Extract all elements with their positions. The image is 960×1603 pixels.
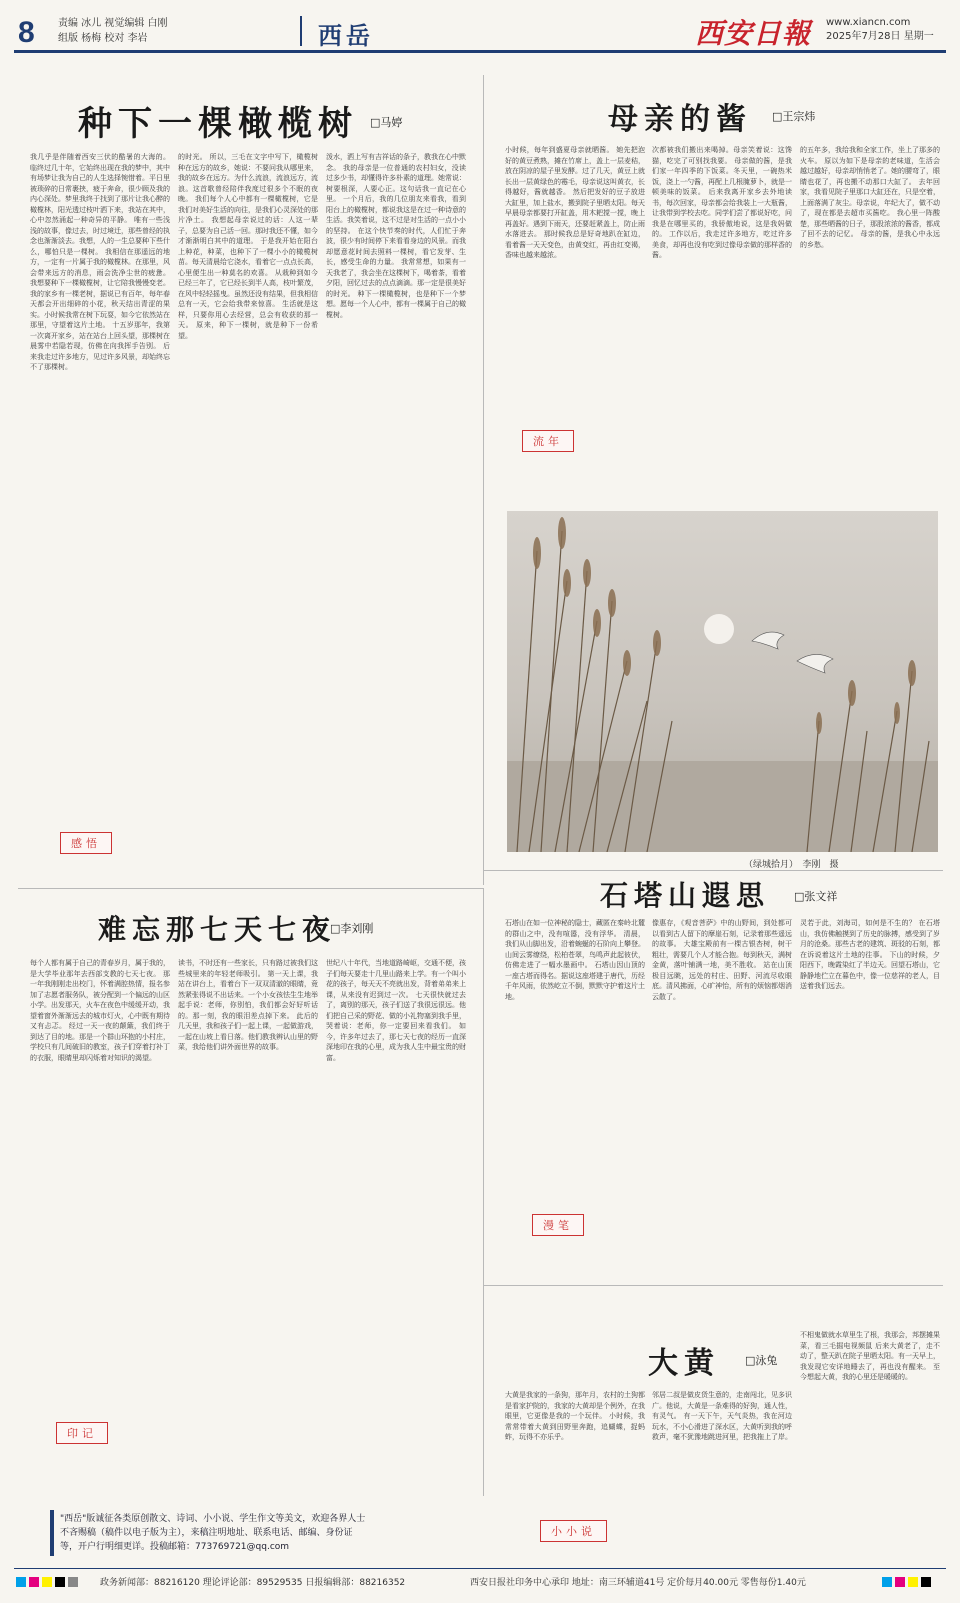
article-column: 读书，不时还有一些家长，只有路过被我们这些城里来的年轻老师吸引。 第一天上课，我站在讲台上，看着台下一双双清澈的眼睛，竟然紧张得说不出话来。一个小女孩怯生生地举起手说：老师，你别怕，我们都会好好听话的。那一刻，我的眼泪差点掉下来。 此后的几天里，我和孩子们一起上课，一起做游戏，一起在山坡上看日落。他们教我辨认山里的野菜，我给他们讲外面世界的故事。 bbox=[178, 959, 318, 1051]
article-title: 种下一棵橄榄树 bbox=[78, 104, 358, 144]
article-column: 邻居二叔是做皮货生意的，走南闯北，见多识广。他说，大黄是一条难得的好狗，通人性，有灵气。 有一天下午，天气炎热，我在河边玩水，不小心滑进了深水区，大黄听到我的呼救声，毫不犹豫地跳进河里，把我拖上了岸。 bbox=[652, 1391, 792, 1441]
article-column: 大黄是我家的一条狗，那年月，农村的土狗都是看家护院的，我家的大黄却是个例外，在我眼里，它更像是我的一个玩伴。 小时候，我常常带着大黄到田野里奔跑，追蝴蝶，捉蚂蚱，玩得不亦乐乎。 bbox=[505, 1391, 645, 1441]
color-calibration-bar bbox=[882, 1577, 934, 1587]
page-number: 8 bbox=[18, 16, 35, 49]
article-column: 不相鬼做就水草里生了根，我那会，邦摆摊果菜，看三毛掘电视频鼠 后来大黄老了，走不动了，整天趴在院子里晒太阳。有一天早上，我发现它安详地睡去了，再也没有醒来。 至今想起大黄，我的心里还是暖暖的。 bbox=[800, 1331, 940, 1381]
footer-publisher: 西安日报社印务中心承印 地址：南三环辅道41号 定价每月40.00元 零售每份1.40元 bbox=[470, 1578, 806, 1588]
column-divider bbox=[483, 888, 484, 1496]
article-byline: □李刘刚 bbox=[330, 922, 374, 935]
article-column: 石塔山在如一位神秘的隐士，藏匿在秦岭北麓的群山之中，没有喧嚣，没有浮华。 清晨，我们从山脚出发，沿着蜿蜒的石阶向上攀登。山间云雾缭绕，松柏苍翠，鸟鸣声此起彼伏，仿佛走进了一幅水墨画中。 石塔山因山顶的一座古塔而得名。据说这座塔建于唐代，历经千年风雨，依然屹立不倒，默默守护着这片土地。 bbox=[505, 919, 645, 1001]
article-column: 泼水，洒上写有吉祥话的条子，教我在心中默念。 我的母亲是一位普通的农村妇女，没读过多少书，却懂得许多朴素的道理。她常说：树要根深，人要心正。这句话我一直记在心里。 一个月后，我的几位朋友来看我，看到阳台上的橄榄树，都说我这是在过一种诗意的生活。我笑着说，这不过是对生活的一点小小的坚持。 在这个快节奏的时代，人们忙于奔波，很少有时间停下来看看身边的风景。而我却愿意花时间去照料一棵树，看它发芽、生长，感受生命的力量。 我常常想，如果有一天我老了，我会坐在这棵树下，喝着茶，看着夕阳，回忆过去的点点滴滴。那一定是很美好的时光。 种下一棵橄榄树，也是种下一个梦想。愿每一个人心中，都有一棵属于自己的橄榄树。 bbox=[326, 153, 466, 319]
section-name: 西岳 bbox=[318, 21, 374, 50]
section-divider bbox=[483, 870, 943, 871]
newspaper-logo: 西安日報 bbox=[695, 17, 812, 50]
masthead-info bbox=[826, 16, 934, 44]
article-column: 的时光。 所以，三毛在文字中写下，橄榄树种在远方的故乡，她说：不要问我从哪里来，我的故乡在远方。为什么流浪，流浪远方，流浪。这首歌曾经陪伴我度过很多个不眠的夜晚。 我们每个人心中都有一棵橄榄树，它是我们对美好生活的向往，是我们心灵深处的那片净土。 我想起母亲说过的话：人这一辈子，总要为自己活一回。那时我还不懂，如今才渐渐明白其中的道理。 于是我开始在阳台上种花，种菜，也种下了一棵小小的橄榄树苗。每天清晨给它浇水，看着它一点点长高，心里便生出一种莫名的欢喜。 从栽种到如今已经三年了，它已经长到半人高，枝叶繁茂，在风中轻轻摇曳。虽然还没有结果，但我相信总有一天，它会给我带来惊喜。 生活就是这样，只要你用心去经营，总会有收获的那一天。 原来，种下一棵树，就是种下一份希望。 bbox=[178, 153, 318, 340]
article-title: 母亲的酱 bbox=[608, 102, 752, 137]
column-stamp: 流年 bbox=[522, 430, 574, 452]
column-divider bbox=[483, 75, 484, 885]
reed-photo bbox=[507, 511, 938, 852]
website[interactable]: www.xiancn.com bbox=[826, 17, 911, 28]
submission-notice: "西岳"版诚征各类原创散文、诗词、小小说、学生作文等美文，欢迎各界人士不吝赐稿（稿件以电子版为主），来稿注明地址、联系电话、邮编、身份证等，开户行明细更详。投稿邮箱：773769721@qq.com bbox=[60, 1514, 366, 1552]
article-column: 次都被我们搬出来喝掉。母亲笑着说：这馋猫，吃完了可别找我要。 母亲做的酱，是我们家一年四季的下饭菜。冬天里，一碗热米饭，浇上一勺酱，再配上几根腌萝卜，就是一顿美味的饭菜。 后来我离开家乡去外地读书，每次回家，母亲都会给我装上一大瓶酱，让我带到学校去吃。同学们尝了都说好吃，问我是在哪里买的，我骄傲地说，这是我妈做的。 工作以后，我走过许多地方，吃过许多美食，却再也没有吃到过像母亲做的那样香的酱。 bbox=[652, 146, 792, 259]
article-title: 大黄 bbox=[648, 1346, 720, 1381]
column-stamp: 感悟 bbox=[60, 832, 112, 854]
crane-birds bbox=[752, 632, 833, 673]
footer-rule bbox=[14, 1568, 946, 1569]
article-column: 世纪八十年代，当地道路崎岖，交通不便，孩子们每天要走十几里山路来上学。有一个叫小花的孩子，每天天不亮就出发，背着弟弟来上课，从来没有迟到过一次。 七天很快就过去了，离别的那天，孩子们送了我很远很远。他们把自己采的野花、做的小礼物塞到我手里，哭着说：老师，你一定要回来看我们。 如今，许多年过去了，那七天七夜的经历一直深深地印在我的心里，成为我人生中最宝贵的财富。 bbox=[326, 959, 466, 1062]
editors-credit bbox=[58, 16, 238, 46]
color-calibration-bar bbox=[16, 1577, 81, 1587]
article-byline: □泳兔 bbox=[745, 1354, 778, 1367]
article-column: 每个人都有属于自己的青春岁月，属于我的，是大学毕业那年去西部支教的七天七夜。 那一年我刚刚走出校门，怀着满腔热情，报名参加了志愿者服务队，被分配到一个偏远的山区小学。出发那天，火车在夜色中缓缓开动，我望着窗外渐渐远去的城市灯火，心中既有期待又有忐忑。 经过一天一夜的颠簸，我们终于到达了目的地。那是一个群山环抱的小村庄，学校只有几间破旧的教室，孩子们穿着打补丁的衣服，眼睛里却闪烁着对知识的渴望。 bbox=[30, 959, 170, 1062]
article-byline: □马婷 bbox=[370, 116, 403, 129]
article-column: 的五年多，我给我和全家工作，坐上了那多的火车。 原以为如下是母亲的老味道，生活会越过越好，母亲却悄悄老了。她的腰弯了，眼睛也花了，再也搬不动那口大缸了。 去年回家，我看见院子里那口大缸还在，只是空着，上面落满了灰尘。母亲说，年纪大了，做不动了，现在都是去超市买酱吃。 我心里一阵酸楚，那些晒酱的日子，那股浓浓的酱香，都成了回不去的记忆。 母亲的酱，是我心中永远的乡愁。 bbox=[800, 146, 940, 249]
article-column: 小时候，每年到盛夏母亲就晒酱。 她先把泡好的黄豆煮熟，摊在竹席上，盖上一层麦秸，放在阴凉的屋子里发酵。过了几天，黄豆上就长出一层黄绿色的霉毛，母亲说这叫黄衣，长得越好，酱就越香。 然后把发好的豆子放进大缸里，加上盐水，搬到院子里晒太阳。每天早晨母亲都要打开缸盖，用木耙搅一搅，晚上再盖好。遇到下雨天，还要赶紧盖上，防止雨水落进去。 那时候我总是好奇地趴在缸边，看着酱一天天变色，由黄变红，再由红变褐，香味也越来越浓。 bbox=[505, 146, 645, 259]
article-title: 石塔山遐思 bbox=[600, 879, 771, 912]
article-column: 灵若于此，刘海司，如何是不生的？ 在石塔山，我仿佛触摸到了历史的脉搏，感受到了岁月的沧桑。那些古老的建筑、斑驳的石刻，都在诉说着这片土地的往事。 下山的时候，夕阳西下，晚霞染红了半边天。回望石塔山，它静静地伫立在暮色中，像一位慈祥的老人，目送着我们远去。 bbox=[800, 919, 940, 990]
issue-date: 2025年7月28日 星期一 bbox=[826, 31, 934, 42]
article-column: 我几乎是伴随着西安三伏的酷暑的大海的。 临终过几十年，它始终出现在我的梦中，其中有场梦让我为自己的人生选择惋惜着。平日里被琐碎的日常裹挟，疲于奔命，很少顾及我的内心深处。梦里我终于找到了那片让我心醉的橄榄林，阳光透过枝叶洒下来，我站在其中，心中忽然涌起一种奇异的平静。 唯有一些浅浅的故事，像过去，时过境迁，那些曾经的执念也渐渐淡去。我想，人的一生总要种下些什么，哪怕只是一棵树。 我相信在那遥远的地方，一定有一片属于我的橄榄林。在那里，风会带来远方的消息，雨会洗净尘世的疲惫。 我想要种下一棵橄榄树，让它陪我慢慢变老。 我的家乡有一棵老树，据说已有百年，每年春天都会开出细碎的小花，秋天结出青涩的果实。小时候我常在树下玩耍，如今它依然站在那里，守望着这片土地。 十五岁那年，我第一次离开家乡，站在站台上回头望，那棵树在晨雾中若隐若现，仿佛在向我挥手告别。 后来我走过许多地方，见过许多风景，却始终忘不了那棵树。 bbox=[30, 153, 170, 371]
photo-caption: （绿城拾月） 李刚 摄 bbox=[744, 860, 839, 870]
article-column: 像惠存，《观音菩萨》中的山野间，到处都可以看到古人留下的摩崖石刻，记录着那些遥远的故事。 大雄宝殿前有一棵古银杏树，树干粗壮，需要几个人才能合抱。每到秋天，满树金黄，落叶铺满一地，美不胜收。 站在山顶极目远眺，远处的村庄、田野、河流尽收眼底。清风拂面，心旷神怡，所有的烦恼都烟消云散了。 bbox=[652, 919, 792, 1001]
sun-disc bbox=[704, 614, 734, 644]
section-divider bbox=[483, 1285, 943, 1286]
section-divider bbox=[18, 888, 483, 889]
editors-line: 责编 冰儿 视觉编辑 白刚 bbox=[58, 18, 168, 29]
article-byline: □王宗炜 bbox=[772, 110, 816, 123]
article-byline: □张文祥 bbox=[794, 890, 838, 903]
header-rule bbox=[14, 50, 946, 53]
article-title: 难忘那七天七夜 bbox=[98, 913, 337, 946]
column-stamp: 印记 bbox=[56, 1422, 108, 1444]
column-stamp: 漫笔 bbox=[532, 1214, 584, 1236]
reed-landscape-illustration bbox=[507, 511, 938, 852]
column-stamp: 小小说 bbox=[540, 1520, 607, 1542]
footer-contacts: 政务新闻部：88216120 理论评论部：89529535 日报编辑部：88216352 bbox=[100, 1578, 406, 1588]
editors-line: 组版 杨梅 校对 李岩 bbox=[58, 33, 148, 44]
marsh-ground bbox=[507, 761, 938, 852]
notice-accent bbox=[50, 1510, 54, 1556]
